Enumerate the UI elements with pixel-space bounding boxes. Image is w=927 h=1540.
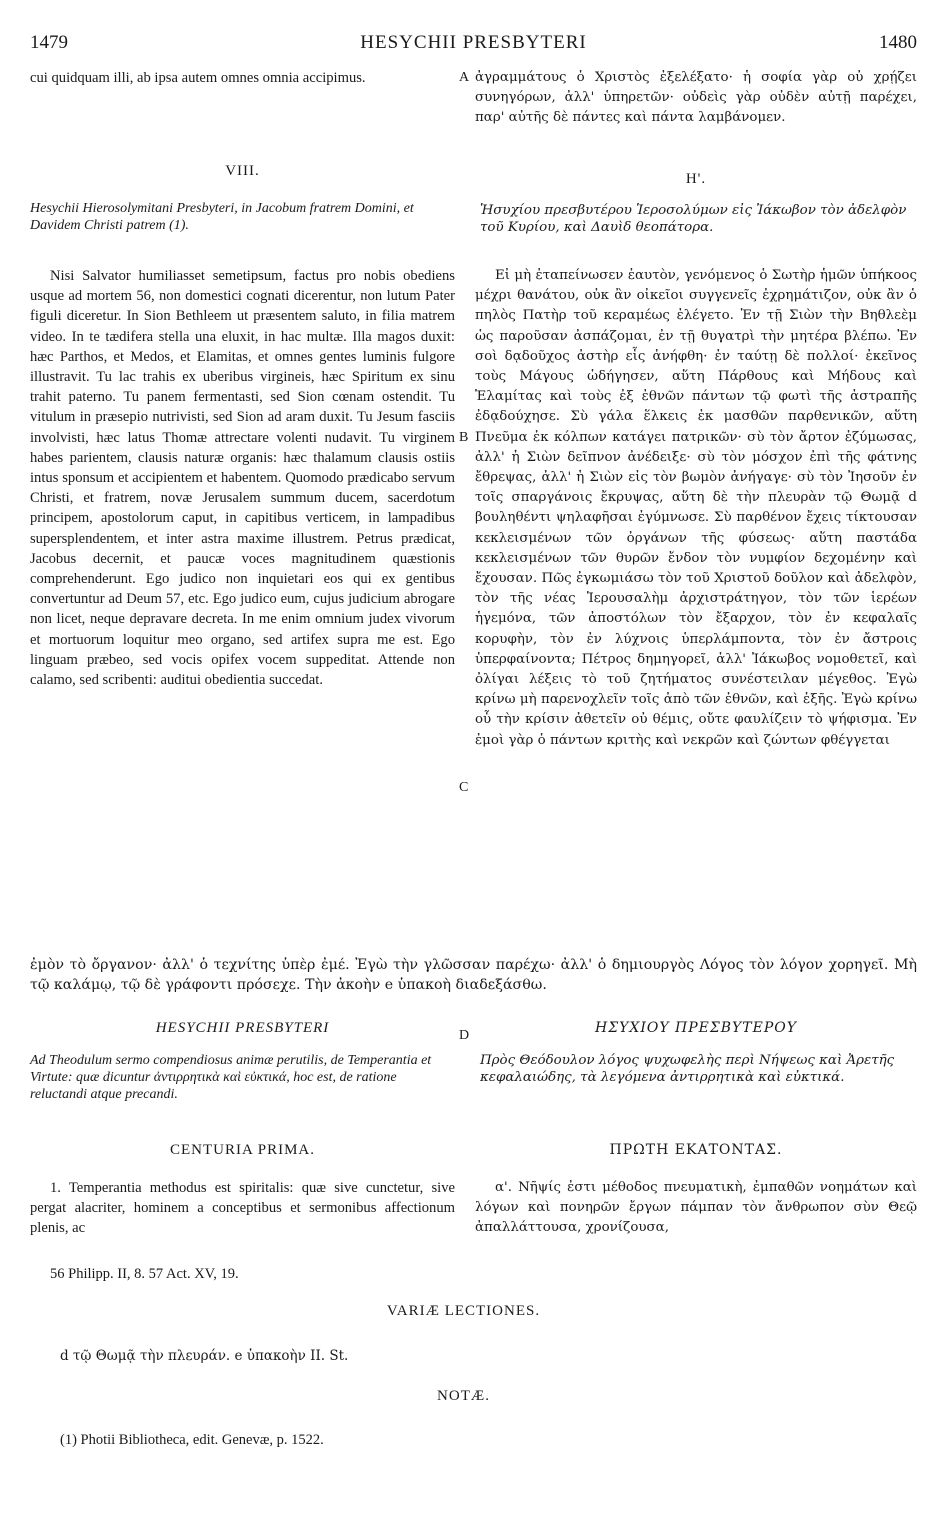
margin-marker-b: B bbox=[459, 430, 469, 445]
greek-body-viii: Εἰ μὴ ἐταπείνωσεν ἑαυτὸν, γενόμενος ὁ Σωτὴρ ἡμῶν ὑπήκοος μέχρι θανάτου, οὐκ ἂν οἰκεῖοι συγγενεῖς ἐχρημάτιζον, οὐκ ἂν ὁ πηλὸς Πατὴρ τοῦ κεραμέως ἐλέγετο. Ἐν τῇ Σιὼν τὴν Βηθλεὲμ ὡς παροῦσαν ἀσπάζομαι, ἐν τῇ θυγατρὶ τὴν μητέρα βλέπω. Ἐν σοὶ δᾳδοῦχος ἀστὴρ εἷς ἀνήφθη· ἐν ταύτῃ δὲ πολλοί· ἐκεῖνος τοὺς Μάγους ὡδήγησεν, αὕτη Πάρθους καὶ Μήδους καὶ Ἐλαμίτας καὶ τοὺς ἐξ ἐθνῶν πάντων τῷ φωτὶ τῆς ἀστραπῆς ἐδᾳδούχησε. Σὺ γάλα ἕλκεις ἐκ μασθῶν παρθενικῶν, αὕτη Πνεῦμα ἐκ κόλπων κατάγει πατρικῶν· σὺ τὸν ἄρτον ἐζύμωσας, ἀλλ' ἡ Σιὼν δεῖπνον ἀνέδειξε· σὺ τὸν μόσχον ἐπὶ τῆς φάτνης ἔθρεψας, ἀλλ' ἡ Σιὼν εἰς τὸν βωμὸν ἀνήγαγε· σὺ τὸν Ἰησοῦν ἐν τοῖς σπαργάνοις ἔκρυψας, αὕτη δὲ τὴν πλευρὰν τῷ Θωμᾷ d βουληθέντι ψηλαφῆσαι ἐγύμνωσε. Σὺ παρθένον ἔχεις τίκτουσαν κεκλεισμένων τῶν ὀργάνων τῆς φύσεως· αὕτη παστάδα κεκλεισμένων τῶν θυρῶν ἔνδον τὸν νυμφίον δεχομένην καὶ ἔχουσαν. Πῶς ἐγκωμιάσω τὸν τοῦ Χριστοῦ δοῦλον καὶ ἀδελφὸν, τὸν τῆς νέας Ἱερουσαλὴμ ἀρχιστράτηγον, τὸν τῶν ἱερέων ἡγεμόνα, τῶν ἀποστόλων τὸν ἔξαρχον, τὸν ἐν κεφαλαῖς κορυφὴν, τὸν ἐν λύχνοις ὑπερλάμποντα, τὸν ἐν ἄστροις ὑπερφαίνοντα; Πέτρος δημηγορεῖ, ἀλλ' Ἰάκωβος νομοθετεῖ, καὶ ὀλίγαι λέξεις τὸ τοῦ ζητήματος συνέστειλαν μέγεθος. Ἐγὼ κρίνω μὴ παρενοχλεῖν τοῖς ἀπὸ τῶν ἐθνῶν, καὶ ἑξῆς. Ἐγὼ κρίνω οὗ τὴν κρίσιν ἀθετεῖν οὐ θέμις, οὔτε φαυλίζειν τὸ ψήφισμα. Ἐν ἐμοὶ γὰρ ὁ πάντων κριτὴς καὶ νεκρῶν καὶ ζώντων φθέγγεται bbox=[475, 268, 917, 748]
margin-marker-d: D bbox=[459, 1028, 470, 1043]
greek-section-title: Ἡσυχίου πρεσβυτέρου Ἱεροσολύμων εἰς Ἰάκωβον τὸν ἀδελφὸν τοῦ Κυρίου, καὶ Δαυὶδ θεοπάτορα. bbox=[480, 203, 907, 235]
latin-body-century: 1. Temperantia methodus est spiritalis: quæ sive cunctetur, sive pergat alacriter, hominem a conceptibus et sermonibus affectionum plenis, ac bbox=[30, 1180, 455, 1237]
right-page-number: 1480 bbox=[879, 32, 917, 53]
latin-author-heading: HESYCHII PRESBYTERI bbox=[155, 1020, 330, 1036]
latin-body-viii: Nisi Salvator humiliasset semetipsum, factus pro nobis obediens usque ad mortem 56, non domestici cognati dicerentur, non lutum Pater figuli diceretur. In Sion Bethleem ut præsentem saluto, in filia matrem video. In te tædifera stella una eluxit, in hac multæ. Illa magos duxit: hæc Parthos, et Medos, et Elamitas, et omnes gentes luminis fulgore illustravit. Tu lac trahis ex uberibus virgineis, hæc Spiritum ex sinu trahit paterno. Tu panem fermentasti, sed Sion cœnam ostendit. Tu vitulum in præsepio nutrivisti, sed Sion ad aram duxit. Tu Jesum fasciis involvisti, hæc latus Thomæ attrectare volenti nudavit. Tu virginem habes parientem, clausis naturæ organis: hæc thalamum clausis ostiis intus sponsum et accipientem et habentem. Quomodo prædicabo servum Christi, et fratrem, novæ Jerusalem summum ducem, sacerdotum principem, apostolorum caput, in capitibus verticem, in lampadibus supersplendentem, et inter astra maxime illustrem. Petrus prædicat, Jacobus decernit, et paucæ voces magnitudinem quæstionis comprehenderunt. Ego judico non inquietari eos qui ex gentibus convertuntur ad Deum 57, etc. Ego judico eum, cujus judicium abrogare non licet, neque depravare decreta. In me enim omnium judex vivorum et mortuorum loquitur meo organo, sed artifex supra me est. Ego linguam præbeo, sed vocis opifex vocem suppeditat. Attende non calamo, sed scribenti: auditui obedientia succedat. bbox=[30, 268, 455, 689]
running-title: HESYCHII PRESBYTERI bbox=[360, 32, 587, 53]
greek-section-number: Η'. bbox=[685, 171, 707, 187]
latin-section-title: Hesychii Hierosolymitani Presbyteri, in Jacobum fratrem Domini, et Davidem Christi patrem (1). bbox=[30, 201, 414, 233]
running-header bbox=[30, 32, 917, 58]
left-page-number: 1479 bbox=[30, 32, 68, 53]
latin-work-title: Ad Theodulum sermo compendiosus animæ perutilis, de Temperantia et Virtute: quæ dicuntur ἀντιρρητικὰ καὶ εὐκτικά, hoc est, de ratione reluctandi atque precandi. bbox=[30, 1053, 432, 1102]
greek-century-heading: ΠΡΩΤΗ ΕΚΑΤΟΝΤΑΣ. bbox=[609, 1142, 783, 1158]
notae-heading: NOTÆ. bbox=[437, 1388, 490, 1404]
latin-section-number: VIII. bbox=[225, 163, 260, 179]
greek-work-title: Πρὸς Θεόδουλον λόγος ψυχωφελὴς περὶ Νήψεως καὶ Ἀρετῆς κεφαλαιώδης, τὰ λεγόμενα ἀντιρρητικὰ καὶ εὐκτικά. bbox=[480, 1053, 895, 1085]
notae-text: (1) Photii Bibliotheca, edit. Genevæ, p. 1522. bbox=[60, 1432, 324, 1448]
variae-lectiones: d τῷ Θωμᾷ τὴν πλευράν. e ὑπακοὴν II. St. bbox=[60, 1348, 349, 1364]
scripture-references: 56 Philipp. II, 8. 57 Act. XV, 19. bbox=[50, 1266, 239, 1282]
greek-author-heading: ΗΣΥΧΙΟΥ ΠΡΕΣΒΥΤΕΡΟΥ bbox=[595, 1020, 797, 1036]
greek-top-continuation: ἀγραμμάτους ὁ Χριστὸς ἐξελέξατο· ἡ σοφία γὰρ οὐ χρῄζει συνηγόρων, ἀλλ' ὑπηρετῶν· οὐδεὶς γὰρ οὐδὲν αὐτῇ παρέχει, παρ' αὐτῆς δὲ πάντες καὶ πάντα λαμβάνομεν. bbox=[475, 70, 917, 126]
greek-full-width-continuation: ἐμὸν τὸ ὄργανον· ἀλλ' ὁ τεχνίτης ὑπὲρ ἐμέ. Ἐγὼ τὴν γλῶσσαν παρέχω· ἀλλ' ὁ δημιουργὸς Λόγος τὸν λόγον χορηγεῖ. Μὴ τῷ καλάμῳ, τῷ δὲ γράφοντι πρόσεχε. Τὴν ἀκοὴν e ὑπακοὴ διαδεξάσθω. bbox=[30, 957, 917, 993]
latin-century-heading: CENTURIA PRIMA. bbox=[169, 1142, 315, 1158]
margin-marker-a: A bbox=[459, 70, 470, 85]
latin-top-continuation: cui quidquam illi, ab ipsa autem omnes omnia accipimus. bbox=[30, 70, 366, 86]
variae-lectiones-heading: VARIÆ LECTIONES. bbox=[386, 1303, 541, 1319]
greek-body-century: α'. Νῆψίς ἐστι μέθοδος πνευματικὴ, ἐμπαθῶν νοημάτων καὶ λόγων καὶ πονηρῶν ἔργων πάμπαν τὸν ἄνθρωπον σὺν Θεῷ ἀπαλλάττουσα, χρονίζουσα, bbox=[475, 1180, 917, 1236]
margin-marker-c: C bbox=[459, 780, 469, 795]
